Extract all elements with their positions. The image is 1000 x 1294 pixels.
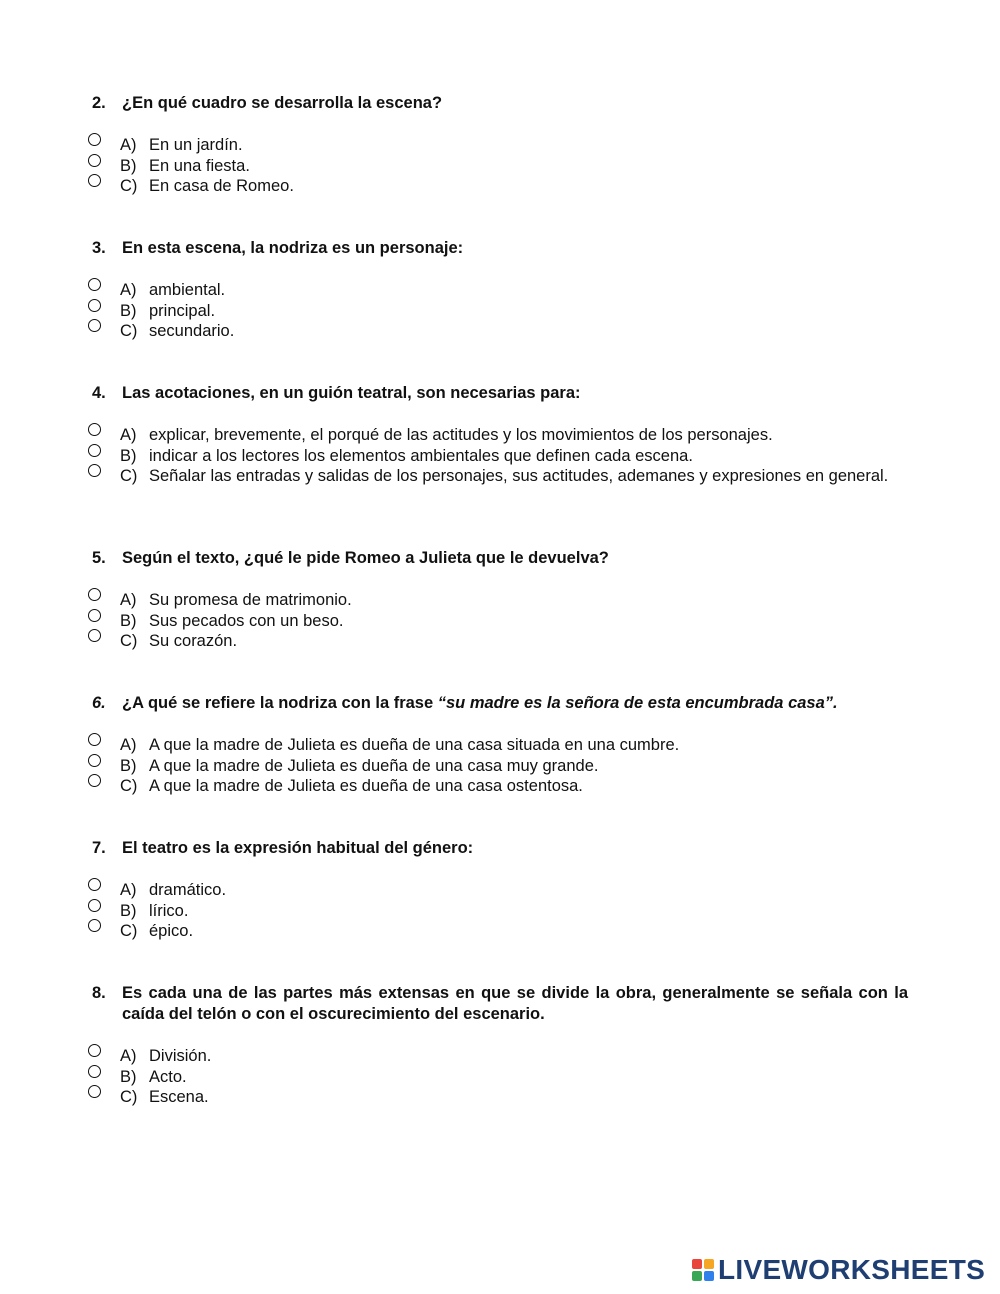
answer-options bbox=[88, 135, 908, 197]
option-text: Señalar las entradas y salidas de los personajes, sus actitudes, ademanes y expresiones en general. bbox=[149, 467, 889, 486]
question-text: Según el texto, ¿qué le pide Romeo a Julieta que le devuelva? bbox=[122, 549, 609, 567]
radio-button[interactable] bbox=[88, 278, 101, 291]
answer-option[interactable] bbox=[88, 446, 908, 467]
radio-button[interactable] bbox=[88, 774, 101, 787]
answer-option[interactable] bbox=[88, 1067, 908, 1088]
logo-grid-icon bbox=[692, 1259, 714, 1281]
logo-square-icon bbox=[704, 1271, 714, 1281]
answer-options bbox=[88, 280, 908, 342]
answer-option[interactable] bbox=[88, 135, 908, 156]
option-letter: B) bbox=[120, 446, 137, 465]
option-text: En un jardín. bbox=[149, 136, 243, 154]
logo-square-icon bbox=[692, 1259, 702, 1269]
answer-option[interactable] bbox=[88, 1046, 908, 1067]
answer-option[interactable] bbox=[88, 321, 908, 342]
answer-options bbox=[88, 880, 908, 942]
option-text: A que la madre de Julieta es dueña de una casa situada en una cumbre. bbox=[149, 736, 680, 754]
radio-button[interactable] bbox=[88, 423, 101, 436]
option-letter: A) bbox=[120, 426, 137, 444]
question-number: 8. bbox=[92, 984, 106, 1002]
option-text: A que la madre de Julieta es dueña de una casa ostentosa. bbox=[149, 777, 583, 796]
question-header bbox=[88, 93, 908, 114]
option-letter: A) bbox=[120, 1047, 137, 1065]
answer-option[interactable] bbox=[88, 425, 908, 446]
answer-option[interactable] bbox=[88, 1087, 908, 1108]
answer-option[interactable] bbox=[88, 776, 908, 797]
option-letter: B) bbox=[120, 756, 137, 775]
radio-button[interactable] bbox=[88, 629, 101, 642]
option-text: Escena. bbox=[149, 1088, 209, 1107]
question-7 bbox=[88, 838, 908, 942]
question-text-main: ¿A qué se refiere la nodriza con la frase bbox=[122, 694, 438, 712]
question-header bbox=[88, 983, 908, 1025]
option-letter: A) bbox=[120, 881, 137, 899]
option-letter: C) bbox=[120, 777, 138, 796]
answer-options bbox=[88, 590, 908, 652]
radio-button[interactable] bbox=[88, 174, 101, 187]
radio-button[interactable] bbox=[88, 299, 101, 312]
option-text: principal. bbox=[149, 301, 216, 320]
radio-button[interactable] bbox=[88, 319, 101, 332]
answer-option[interactable] bbox=[88, 631, 908, 652]
question-number: 3. bbox=[92, 239, 106, 257]
liveworksheets-logo bbox=[692, 1256, 985, 1284]
option-text: ambiental. bbox=[149, 281, 226, 299]
radio-button[interactable] bbox=[88, 133, 101, 146]
option-letter: C) bbox=[120, 632, 138, 651]
answer-option[interactable] bbox=[88, 735, 908, 756]
question-quote: “su madre es la señora de esta encumbrada casa”. bbox=[437, 694, 838, 712]
question-number: 7. bbox=[92, 839, 106, 857]
logo-square-icon bbox=[692, 1271, 702, 1281]
answer-options bbox=[88, 735, 908, 797]
question-6 bbox=[88, 693, 908, 797]
answer-option[interactable] bbox=[88, 901, 908, 922]
option-letter: C) bbox=[120, 322, 138, 341]
radio-button[interactable] bbox=[88, 444, 101, 457]
option-text: División. bbox=[149, 1047, 212, 1065]
radio-button[interactable] bbox=[88, 609, 101, 622]
question-4 bbox=[88, 383, 908, 487]
option-letter: A) bbox=[120, 136, 137, 154]
answer-option[interactable] bbox=[88, 611, 908, 632]
question-2 bbox=[88, 93, 908, 197]
answer-option[interactable] bbox=[88, 880, 908, 901]
radio-button[interactable] bbox=[88, 1065, 101, 1078]
option-letter: A) bbox=[120, 281, 137, 299]
option-letter: A) bbox=[120, 736, 137, 754]
answer-option[interactable] bbox=[88, 156, 908, 177]
question-text bbox=[122, 693, 908, 714]
question-header bbox=[88, 548, 908, 569]
question-3 bbox=[88, 238, 908, 342]
answer-option[interactable] bbox=[88, 590, 908, 611]
option-letter: B) bbox=[120, 301, 137, 320]
option-letter: A) bbox=[120, 591, 137, 609]
answer-option[interactable] bbox=[88, 756, 908, 777]
question-text: Las acotaciones, en un guión teatral, son necesarias para: bbox=[122, 384, 581, 402]
option-text: Su corazón. bbox=[149, 632, 238, 651]
radio-button[interactable] bbox=[88, 464, 101, 477]
question-header bbox=[88, 838, 908, 859]
radio-button[interactable] bbox=[88, 754, 101, 767]
answer-option[interactable] bbox=[88, 301, 908, 322]
question-5 bbox=[88, 548, 908, 652]
question-text: Es cada una de las partes más extensas en que se divide la obra, generalmente se señala con la caída del telón o con el oscurecimiento del escenario. bbox=[122, 984, 908, 1023]
option-text: lírico. bbox=[149, 901, 189, 920]
option-text: épico. bbox=[149, 922, 194, 941]
option-letter: B) bbox=[120, 901, 137, 920]
option-text: indicar a los lectores los elementos ambientales que definen cada escena. bbox=[149, 446, 693, 465]
option-text: Acto. bbox=[149, 1067, 187, 1086]
question-8 bbox=[88, 983, 908, 1108]
option-text: explicar, brevemente, el porqué de las actitudes y los movimientos de los personajes. bbox=[149, 426, 773, 444]
radio-button[interactable] bbox=[88, 1085, 101, 1098]
radio-button[interactable] bbox=[88, 919, 101, 932]
question-header bbox=[88, 238, 908, 259]
radio-button[interactable] bbox=[88, 733, 101, 746]
question-number: 4. bbox=[92, 384, 106, 402]
question-text: El teatro es la expresión habitual del género: bbox=[122, 839, 474, 857]
answer-options bbox=[88, 425, 908, 487]
option-text: Su promesa de matrimonio. bbox=[149, 591, 352, 609]
option-text: En una fiesta. bbox=[149, 156, 250, 175]
option-letter: C) bbox=[120, 1088, 138, 1107]
option-letter: B) bbox=[120, 1067, 137, 1086]
option-letter: C) bbox=[120, 467, 138, 486]
radio-button[interactable] bbox=[88, 878, 101, 891]
option-text: dramático. bbox=[149, 881, 227, 899]
option-text: A que la madre de Julieta es dueña de una casa muy grande. bbox=[149, 756, 599, 775]
radio-button[interactable] bbox=[88, 588, 101, 601]
radio-button[interactable] bbox=[88, 1044, 101, 1057]
answer-options bbox=[88, 1046, 908, 1108]
option-text: Sus pecados con un beso. bbox=[149, 611, 344, 630]
logo-square-icon bbox=[704, 1259, 714, 1269]
option-letter: B) bbox=[120, 611, 137, 630]
question-header bbox=[88, 383, 908, 404]
option-letter: C) bbox=[120, 922, 138, 941]
option-text: En casa de Romeo. bbox=[149, 177, 294, 196]
answer-option[interactable] bbox=[88, 176, 908, 197]
answer-option[interactable] bbox=[88, 921, 908, 942]
option-text: secundario. bbox=[149, 322, 235, 341]
question-number: 6. bbox=[92, 694, 106, 712]
question-text: En esta escena, la nodriza es un personaje: bbox=[122, 239, 464, 257]
radio-button[interactable] bbox=[88, 899, 101, 912]
logo-text: LIVEWORKSHEETS bbox=[718, 1254, 986, 1285]
question-number: 5. bbox=[92, 549, 106, 567]
radio-button[interactable] bbox=[88, 154, 101, 167]
question-header bbox=[88, 693, 908, 714]
answer-option[interactable] bbox=[88, 280, 908, 301]
option-letter: B) bbox=[120, 156, 137, 175]
answer-option[interactable] bbox=[88, 466, 908, 487]
option-letter: C) bbox=[120, 177, 138, 196]
question-text: ¿En qué cuadro se desarrolla la escena? bbox=[122, 94, 443, 112]
question-number: 2. bbox=[92, 94, 106, 112]
